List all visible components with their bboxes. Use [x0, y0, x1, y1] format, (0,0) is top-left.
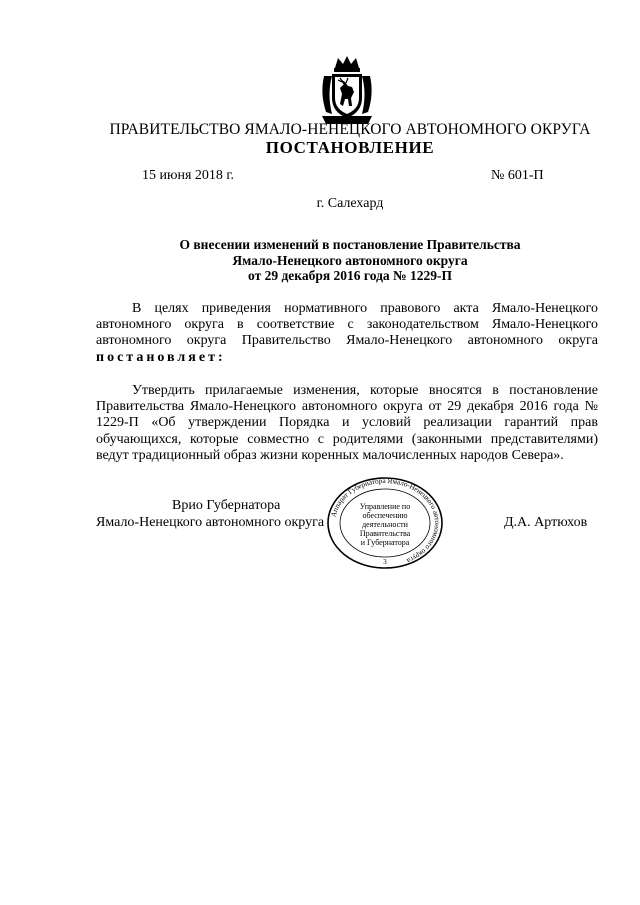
government-name: ПРАВИТЕЛЬСТВО ЯМАЛО-НЕНЕЦКОГО АВТОНОМНОГО ОКРУГА: [109, 121, 591, 138]
signatory-name: Д.А. Артюхов: [504, 515, 588, 530]
signatory-position-line-2: Ямало-Ненецкого автономного округа: [96, 515, 325, 530]
title-line-2: Ямало-Ненецкого автономного округа: [232, 252, 468, 268]
stamp-center-line-2: обеспечению: [362, 511, 408, 520]
decree-verb: постановляет:: [96, 349, 226, 365]
stamp-number: 3: [383, 558, 387, 566]
signatory-position-line-1: Врио Губернатора: [172, 498, 281, 513]
title-line-3: от 29 декабря 2016 года № 1229-П: [248, 268, 452, 283]
stamp-center-line-1: Управление по: [359, 502, 411, 511]
stamp-center-line-4: Правительства: [359, 529, 411, 538]
coat-of-arms-icon: [318, 54, 376, 126]
stamp-ring-text: Аппарат Губернатора Ямало-Ненецкого автономного округа: [329, 476, 442, 565]
stamp-center-line-3: деятельности: [362, 520, 408, 529]
paragraph-1: [96, 301, 598, 366]
stamp-center-line-5: и Губернатора: [360, 538, 410, 547]
official-stamp: [325, 475, 445, 571]
document-title: [100, 237, 600, 284]
paragraph-2: Утвердить прилагаемые изменения, которые вносятся в постановление Правительства Ямало-Ненецкого автономного округа от 29 декабря 2016 года № 1229-П «Об утверждении Порядка и условий реализации гарантий прав обучающихся, которые совместно с родителями (законными представителями) ведут традиционный образ жизни коренных малочисленных народов Севера».: [96, 383, 598, 463]
document-city: г. Салехард: [316, 196, 384, 211]
title-line-1: О внесении изменений в постановление Правительства: [179, 237, 521, 252]
document-date: 15 июня 2018 г.: [142, 168, 235, 183]
document-type: ПОСТАНОВЛЕНИЕ: [265, 138, 435, 157]
document-number: № 601-П: [491, 168, 544, 183]
paragraph-1-text: В целях приведения нормативного правового акта Ямало-Ненецкого автономного округа в соответствие с законодательством Ямало-Ненецкого автономного округа Правительство Ямало-Ненецкого автономного округа: [96, 301, 598, 349]
